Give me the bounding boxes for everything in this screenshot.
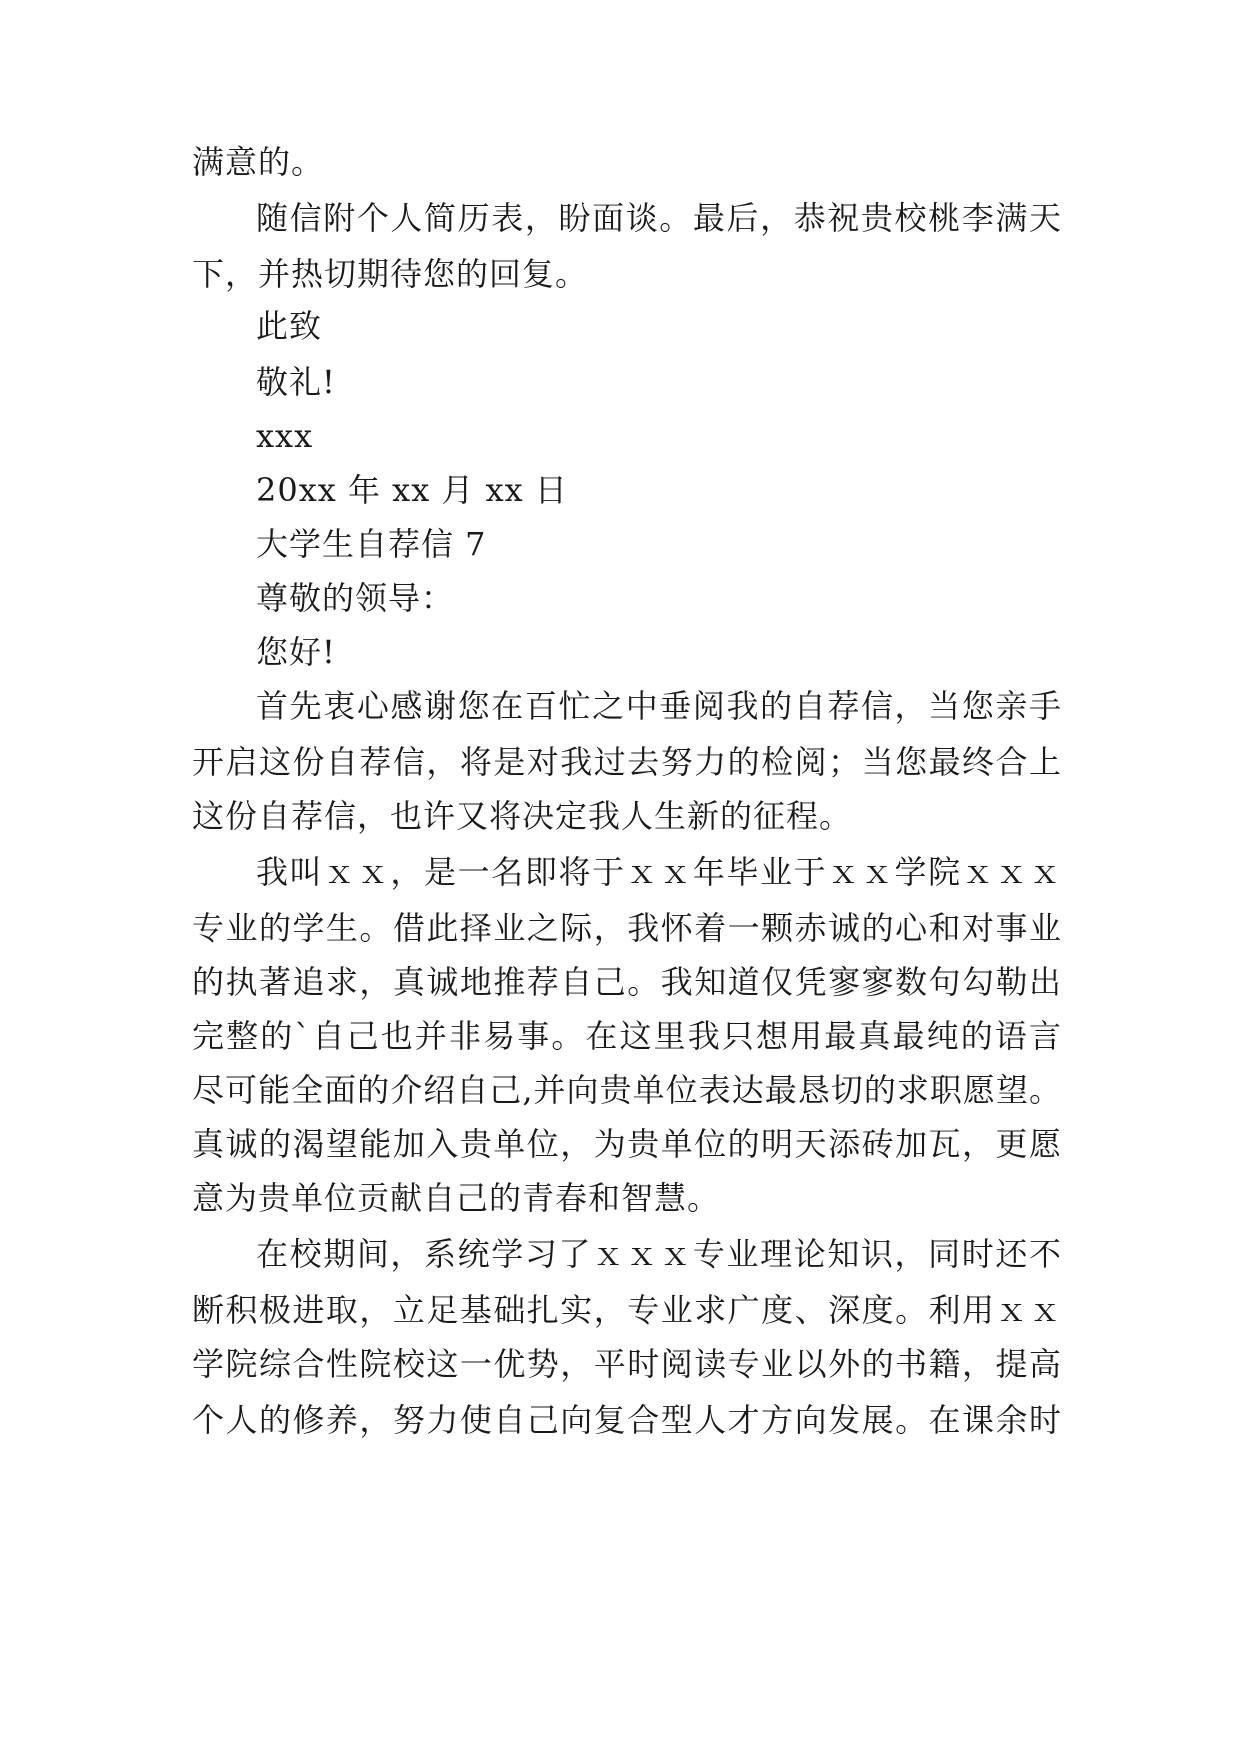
study-paragraph-line: 学院综合性院校这一优势，平时阅读专业以外的书籍，提高: [192, 1345, 1062, 1383]
study-paragraph-line: 在校期间，系统学习了ｘｘｘ专业理论知识，同时还不: [256, 1235, 1062, 1273]
salutation-regards: 敬礼!: [256, 363, 336, 401]
intro-paragraph-line: 首先衷心感谢您在百忙之中垂阅我的自荐信，当您亲手: [256, 687, 1062, 725]
closing-paragraph-end-line: 满意的。: [192, 143, 325, 181]
letter-greeting: 尊敬的领导：: [256, 579, 455, 617]
intro-paragraph-line: 这份自荐信，也许又将决定我人生新的征程。: [192, 797, 853, 835]
self-intro-paragraph-line: 完整的`自己也并非易事。在这里我只想用最真最纯的语言: [192, 1017, 1062, 1055]
signature-name: xxx: [256, 417, 314, 455]
attachment-paragraph-line: 下，并热切期待您的回复。: [192, 255, 589, 293]
self-intro-paragraph-line: 专业的学生。借此择业之际，我怀着一颗赤诚的心和对事业: [192, 909, 1062, 947]
self-intro-paragraph-line: 意为贵单位贡献自己的青春和智慧。: [192, 1179, 721, 1217]
self-intro-paragraph-line: 我叫ｘｘ，是一名即将于ｘｘ年毕业于ｘｘ学院ｘｘｘ: [256, 853, 1062, 891]
study-paragraph-line: 个人的修养，努力使自己向复合型人才方向发展。在课余时: [192, 1401, 1062, 1439]
self-intro-paragraph-line: 尽可能全面的介绍自己,并向贵单位表达最恳切的求职愿望。: [192, 1071, 1062, 1109]
letter-hello: 您好!: [256, 633, 336, 671]
salutation-closing: 此致: [256, 307, 323, 345]
intro-paragraph-line: 开启这份自荐信，将是对我过去努力的检阅；当您最终合上: [192, 743, 1062, 781]
self-intro-paragraph-line: 真诚的渴望能加入贵单位，为贵单位的明天添砖加瓦，更愿: [192, 1125, 1062, 1163]
study-paragraph-line: 断积极进取，立足基础扎实，专业求广度、深度。利用ｘｘ: [192, 1291, 1062, 1329]
attachment-paragraph-line: 随信附个人简历表，盼面谈。最后，恭祝贵校桃李满天: [256, 199, 1062, 237]
self-intro-paragraph-line: 的执著追求，真诚地推荐自己。我知道仅凭寥寥数句勾勒出: [192, 963, 1062, 1001]
signature-date: 20xx 年 xx 月 xx 日: [256, 471, 568, 509]
letter-heading: 大学生自荐信 7: [256, 525, 487, 563]
